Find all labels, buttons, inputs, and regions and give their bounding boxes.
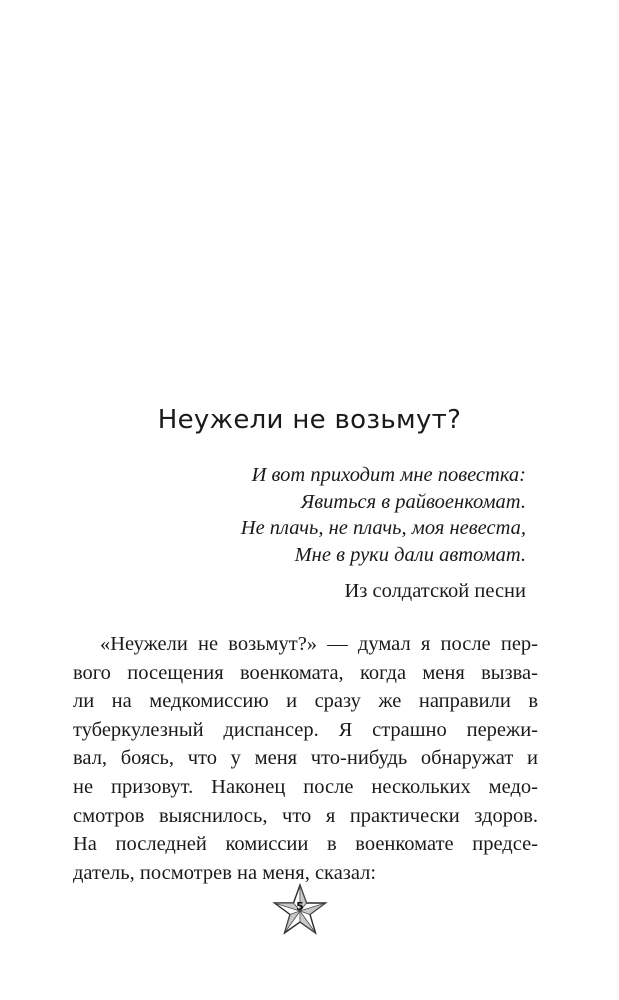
body-line: смотров выяснилось, что я практически здоров. — [73, 804, 538, 827]
body-line: «Неужели не возьмут?» — думал я после пер- — [100, 633, 538, 655]
epigraph — [106, 462, 526, 604]
body-line: не призовут. Наконец после нескольких медо- — [73, 775, 538, 798]
chapter-title: Неужели не возьмут? — [157, 405, 462, 435]
page-number: 5 — [296, 900, 304, 913]
body-line: На последней комиссии в военкомате предсе- — [73, 833, 538, 856]
body-line: датель, посмотрев на меня, сказал: — [73, 861, 377, 884]
epigraph-line: Явиться в райвоенкомат. — [300, 490, 526, 513]
body-line: вого посещения военкомата, когда меня вызва- — [73, 661, 538, 684]
epigraph-source: Из солдатской песни — [344, 580, 526, 602]
epigraph-line: Мне в руки дали автомат. — [294, 543, 526, 566]
epigraph-line: И вот приходит мне повестка: — [251, 464, 526, 486]
epigraph-line: Не плачь, не плачь, моя невеста, — [240, 517, 526, 539]
page-folio — [272, 883, 328, 939]
body-line: туберкулезный диспансер. Я страшно пережи- — [73, 718, 538, 741]
body-line: ли на медкомиссию и сразу же направили в — [73, 690, 538, 713]
body-line: вал, боясь, что у меня что-нибудь обнаружат и — [73, 747, 538, 770]
body-paragraph — [73, 630, 538, 887]
